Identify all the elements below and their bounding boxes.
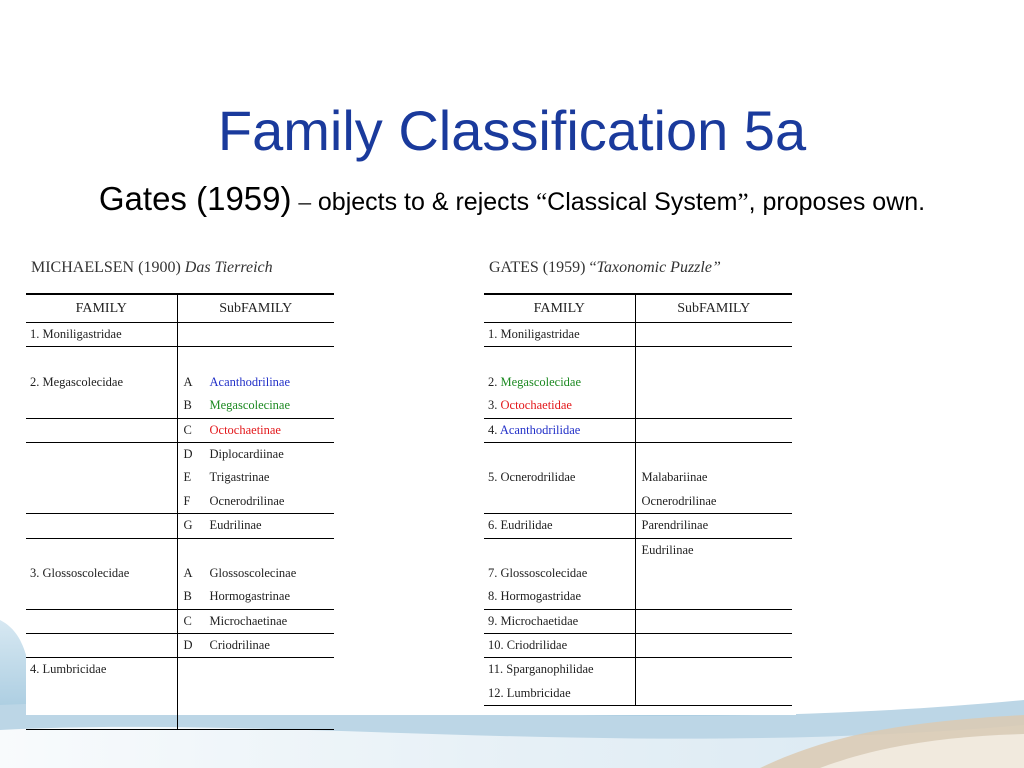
family-cell [26, 442, 177, 513]
family-line [26, 705, 177, 728]
family-line [484, 539, 635, 562]
subfamily-line [178, 705, 335, 728]
subfamily-name: Malabariinae [641, 470, 708, 485]
subfamily-line [636, 682, 793, 705]
subfamily-line [636, 658, 793, 681]
family-line [484, 562, 635, 585]
subfamily-letter: B [183, 589, 192, 604]
family-cell [484, 347, 635, 418]
subfamily-cell [635, 418, 792, 442]
table-row [484, 658, 792, 706]
subfamily-line [178, 585, 335, 608]
family-number: 6. Eudrilidae [488, 518, 553, 533]
subfamily-cell [635, 514, 792, 538]
left-table-caption [31, 259, 273, 277]
subfamily-line [178, 539, 335, 562]
subfamily-line [178, 394, 335, 417]
subfamily-line [636, 490, 793, 513]
table-row [484, 609, 792, 633]
subfamily-name: Eudrilinae [641, 542, 694, 557]
family-number: 10. Criodrilidae [488, 638, 568, 653]
family-cell [26, 658, 177, 729]
family-number: 4. [488, 422, 500, 437]
family-name: Megascolecidae [500, 374, 582, 389]
family-line [26, 610, 177, 633]
family-line [26, 394, 177, 417]
family-line [26, 323, 177, 346]
subfamily-cell [635, 658, 792, 706]
subfamily-line [636, 634, 793, 657]
table-row [484, 538, 792, 609]
family-line [26, 347, 177, 370]
subfamily-name: Diplocardiinae [209, 446, 284, 461]
subfamily-cell [177, 323, 334, 347]
subtitle-text-b: , proposes own. [748, 188, 926, 216]
table-row [26, 538, 334, 609]
subfamily-line [636, 419, 793, 442]
family-line [26, 539, 177, 562]
family-line [484, 610, 635, 633]
subfamily-line [178, 562, 335, 585]
family-cell [26, 514, 177, 538]
slide-title: Family Classification 5a [217, 99, 807, 162]
family-line [484, 347, 635, 370]
table-row [484, 347, 792, 418]
table-row [26, 634, 334, 658]
family-cell [26, 323, 177, 347]
table-row [484, 634, 792, 658]
right-caption-plain: GATES (1959) “ [489, 259, 597, 276]
subfamily-line [178, 347, 335, 370]
subfamily-cell [177, 514, 334, 538]
column-header-family: FAMILY [484, 294, 635, 323]
subfamily-letter: A [183, 565, 193, 580]
subtitle-quoted: Classical System [547, 188, 738, 216]
family-name: Octochaetidae [500, 398, 572, 413]
family-line [26, 634, 177, 657]
subfamily-line [178, 682, 335, 705]
subfamily-cell [177, 538, 334, 609]
subfamily-name: Hormogastrinae [209, 589, 291, 604]
family-line [484, 371, 635, 394]
family-line [26, 466, 177, 489]
family-line [484, 323, 635, 346]
family-line [26, 682, 177, 705]
subfamily-cell [177, 609, 334, 633]
subfamily-cell [177, 442, 334, 513]
family-line [484, 490, 635, 513]
table-row [26, 658, 334, 729]
subfamily-line [178, 323, 335, 346]
subfamily-name: Ocnerodrilinae [641, 493, 717, 508]
subfamily-cell [177, 347, 334, 418]
subfamily-letter: F [183, 493, 191, 508]
family-line [26, 658, 177, 681]
family-cell [26, 347, 177, 418]
subfamily-line [178, 443, 335, 466]
table-row [26, 442, 334, 513]
subfamily-line [178, 658, 335, 681]
subfamily-name: Microchaetinae [209, 613, 288, 628]
family-line [26, 443, 177, 466]
table-row [484, 418, 792, 442]
table-row [26, 418, 334, 442]
table-row [26, 514, 334, 538]
right-caption-italic: Taxonomic Puzzle” [596, 259, 721, 276]
gates-classification-table [484, 293, 792, 706]
table-row [484, 514, 792, 538]
family-line [26, 490, 177, 513]
family-number: 3. [488, 398, 501, 413]
family-cell [26, 538, 177, 609]
subfamily-cell [177, 634, 334, 658]
subfamily-line [636, 371, 793, 394]
left-caption-italic: Das Tierreich [184, 259, 273, 276]
family-name: 3. Glossoscolecidae [30, 565, 130, 580]
table-row [484, 323, 792, 347]
family-name: 2. Megascolecidae [30, 374, 124, 389]
family-line [484, 443, 635, 466]
subfamily-cell [177, 418, 334, 442]
family-number: 9. Microchaetidae [488, 613, 579, 628]
subfamily-line [636, 610, 793, 633]
subfamily-letter: E [183, 470, 192, 485]
family-cell [484, 634, 635, 658]
subfamily-name: Eudrilinae [209, 518, 262, 533]
family-name: 4. Lumbricidae [30, 662, 107, 677]
family-number: 11. Sparganophilidae [488, 662, 594, 677]
subfamily-line [178, 610, 335, 633]
subfamily-cell [635, 442, 792, 513]
subfamily-line [636, 539, 793, 562]
subfamily-letter: G [183, 518, 193, 533]
subfamily-letter: A [183, 374, 193, 389]
subfamily-cell [635, 323, 792, 347]
subtitle-quote-close: ” [737, 189, 749, 216]
subfamily-letter: C [183, 613, 192, 628]
subtitle-dash: – [298, 189, 311, 216]
family-number: 7. Glossoscolecidae [488, 565, 588, 580]
slide-subtitle [0, 180, 1024, 218]
family-line [484, 658, 635, 681]
family-line [484, 419, 635, 442]
subfamily-line [636, 514, 793, 537]
table-row [26, 347, 334, 418]
table-row [484, 442, 792, 513]
subfamily-name: Acanthodrilinae [209, 374, 291, 389]
family-name: 1. Moniligastridae [30, 327, 122, 341]
subtitle-author: Gates (1959) [98, 180, 292, 217]
subfamily-letter: B [183, 398, 192, 413]
table-row [26, 609, 334, 633]
subfamily-line [636, 347, 793, 370]
family-cell [26, 634, 177, 658]
right-table-caption [489, 259, 721, 277]
family-line [484, 682, 635, 705]
subfamily-cell [635, 634, 792, 658]
family-line [484, 514, 635, 537]
subfamily-line [636, 562, 793, 585]
subfamily-line [178, 634, 335, 657]
family-cell [484, 418, 635, 442]
subfamily-name: Megascolecinae [209, 398, 291, 413]
subfamily-name: Trigastrinae [209, 470, 270, 485]
family-name: Acanthodrilidae [499, 422, 581, 437]
subfamily-name: Octochaetinae [209, 422, 281, 437]
family-cell [484, 442, 635, 513]
subfamily-line [178, 419, 335, 442]
subfamily-line [178, 514, 335, 537]
subfamily-name: Parendrilinae [641, 518, 709, 533]
family-line [26, 562, 177, 585]
family-cell [26, 609, 177, 633]
subfamily-letter: D [183, 446, 193, 461]
family-line [26, 371, 177, 394]
left-caption-plain: MICHAELSEN (1900) [31, 259, 185, 276]
subfamily-name: Glossoscolecinae [209, 565, 297, 580]
subfamily-letter: D [183, 638, 193, 653]
family-line [26, 419, 177, 442]
subfamily-line [636, 466, 793, 489]
subtitle-text-a: objects to & rejects [310, 188, 537, 216]
column-header-subfamily: SubFAMILY [177, 294, 334, 323]
family-cell [484, 538, 635, 609]
subfamily-cell [177, 658, 334, 729]
subfamily-line [636, 443, 793, 466]
family-cell [484, 609, 635, 633]
subfamily-line [636, 585, 793, 608]
family-cell [484, 323, 635, 347]
subfamily-name: Ocnerodrilinae [209, 493, 285, 508]
family-number: 8. Hormogastridae [488, 589, 582, 604]
subtitle-quote-open: “ [536, 189, 548, 216]
family-line [26, 585, 177, 608]
family-cell [26, 418, 177, 442]
family-line [484, 466, 635, 489]
subfamily-name: Criodrilinae [209, 638, 270, 653]
family-line [484, 634, 635, 657]
subfamily-cell [635, 347, 792, 418]
family-line [26, 514, 177, 537]
subfamily-letter: C [183, 422, 192, 437]
subfamily-line [636, 394, 793, 417]
subfamily-line [178, 490, 335, 513]
family-cell [484, 514, 635, 538]
family-number: 2. [488, 374, 501, 389]
family-number: 1. Moniligastridae [488, 327, 580, 341]
column-header-family: FAMILY [26, 294, 177, 323]
table-row [26, 323, 334, 347]
michaelsen-classification-table [26, 293, 334, 730]
subfamily-line [636, 323, 793, 346]
family-number: 12. Lumbricidae [488, 685, 571, 700]
family-cell [484, 658, 635, 706]
subfamily-line [178, 466, 335, 489]
family-line [484, 394, 635, 417]
subfamily-cell [635, 609, 792, 633]
family-line [484, 585, 635, 608]
column-header-subfamily: SubFAMILY [635, 294, 792, 323]
family-number: 5. Ocnerodrilidae [488, 470, 576, 485]
subfamily-line [178, 371, 335, 394]
subfamily-cell [635, 538, 792, 609]
